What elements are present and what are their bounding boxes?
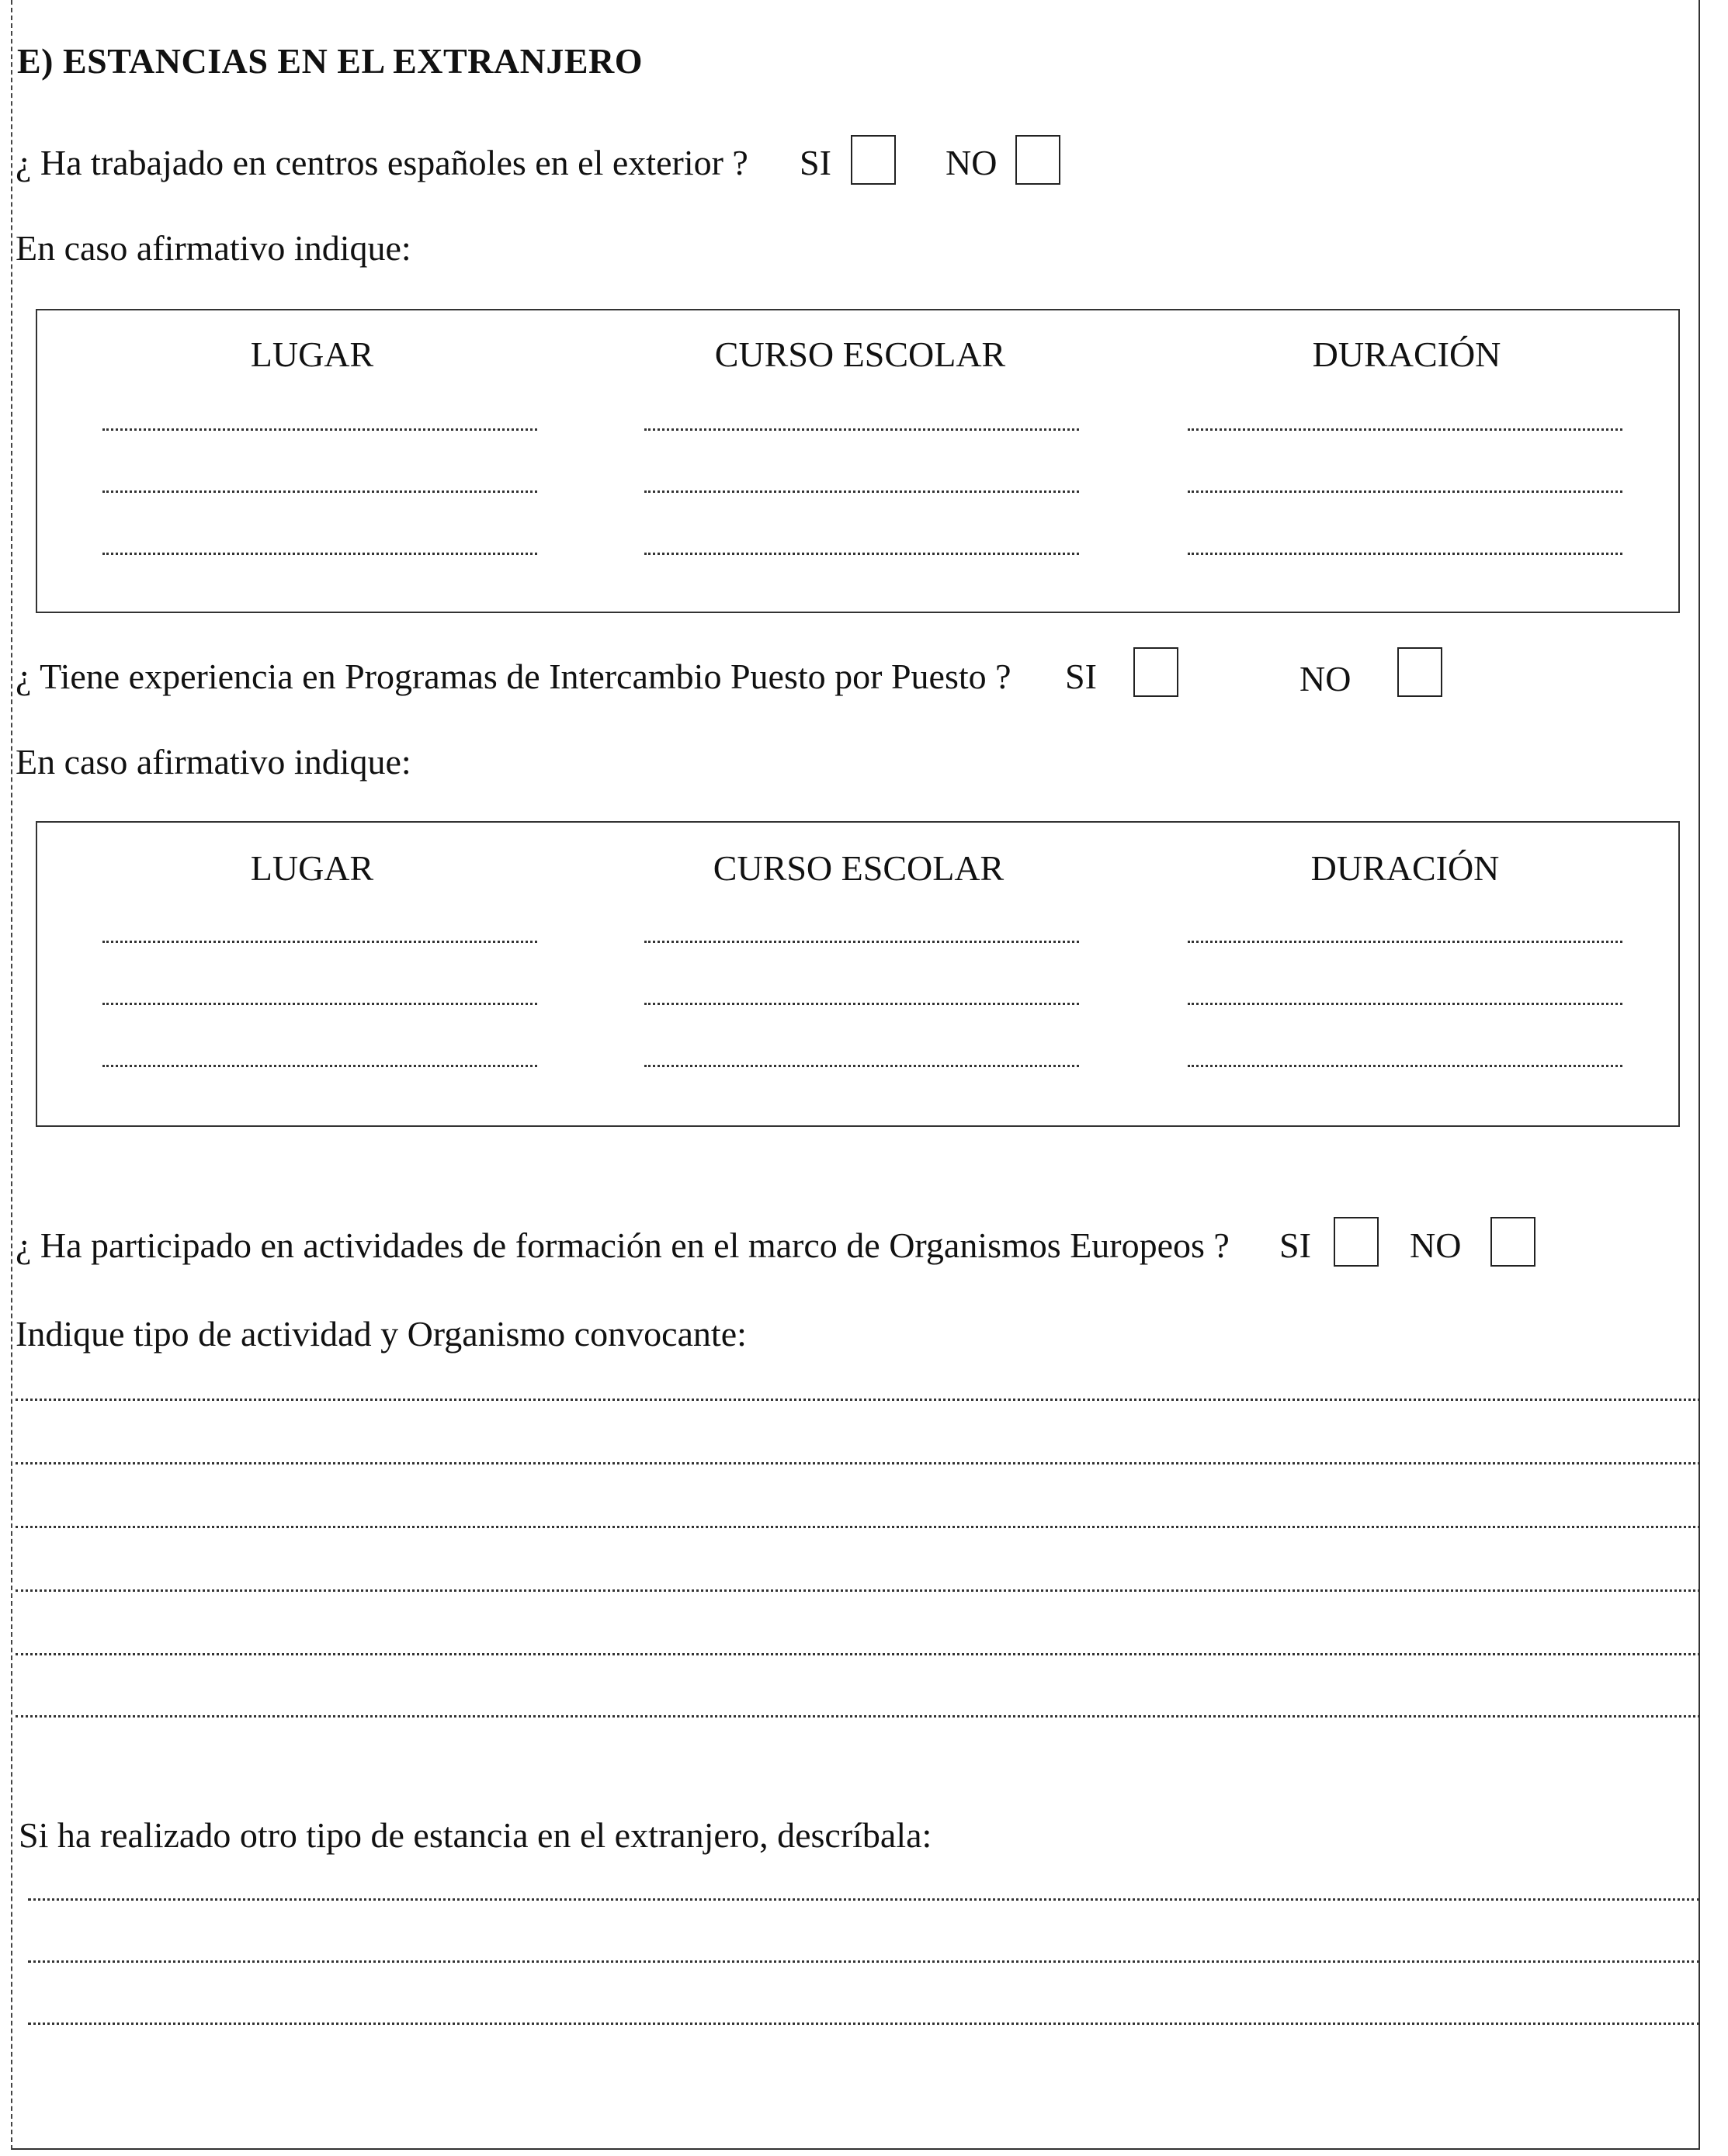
q1-no-checkbox[interactable] <box>1015 135 1060 185</box>
table2-curso-field-3[interactable] <box>644 1065 1079 1067</box>
table2-lugar-field-1[interactable] <box>102 941 537 943</box>
q3-followup-label: Indique tipo de actividad y Organismo convocante: <box>16 1314 747 1354</box>
activity-line-3[interactable] <box>16 1526 1700 1528</box>
table1-curso-field-1[interactable] <box>644 428 1079 431</box>
activity-line-6[interactable] <box>16 1715 1700 1718</box>
q2-si-checkbox[interactable] <box>1133 647 1178 697</box>
activity-line-5[interactable] <box>16 1653 1700 1655</box>
table1-lugar-field-3[interactable] <box>102 553 537 555</box>
table1-header-curso: CURSO ESCOLAR <box>714 334 1006 374</box>
table2-lugar-field-2[interactable] <box>102 1003 537 1005</box>
q3-no-checkbox[interactable] <box>1490 1217 1535 1267</box>
table1-duracion-field-3[interactable] <box>1188 553 1622 555</box>
table1-duracion-field-2[interactable] <box>1188 490 1622 493</box>
other-stay-line-2[interactable] <box>28 1960 1700 1963</box>
section-title: E) ESTANCIAS EN EL EXTRANJERO <box>17 41 644 81</box>
table2-curso-field-1[interactable] <box>644 941 1079 943</box>
activity-line-1[interactable] <box>16 1399 1700 1401</box>
table1-lugar-field-1[interactable] <box>102 428 537 431</box>
activity-line-4[interactable] <box>16 1589 1700 1592</box>
q1-no-label: NO <box>946 143 998 182</box>
table1-header-lugar: LUGAR <box>250 334 374 374</box>
table1-header-duracion: DURACIÓN <box>1312 334 1501 374</box>
question-centros-exterior: ¿ Ha trabajado en centros españoles en el exterior ? <box>16 143 748 182</box>
q1-followup-label: En caso afirmativo indique: <box>16 228 411 268</box>
table2-duracion-field-1[interactable] <box>1188 941 1622 943</box>
q2-si-label: SI <box>1065 657 1097 696</box>
table2-duracion-field-2[interactable] <box>1188 1003 1622 1005</box>
q2-no-label: NO <box>1299 659 1352 698</box>
table2-header-duracion: DURACIÓN <box>1310 848 1500 888</box>
q3-si-checkbox[interactable] <box>1334 1217 1379 1267</box>
q3-si-label: SI <box>1279 1225 1311 1265</box>
activity-line-2[interactable] <box>16 1462 1700 1464</box>
question-intercambio: ¿ Tiene experiencia en Programas de Intercambio Puesto por Puesto ? <box>16 657 1011 696</box>
other-stay-line-3[interactable] <box>28 2023 1700 2025</box>
table1-duracion-field-1[interactable] <box>1188 428 1622 431</box>
table2-curso-field-2[interactable] <box>644 1003 1079 1005</box>
question-otra-estancia: Si ha realizado otro tipo de estancia en el extranjero, descríbala: <box>19 1815 932 1855</box>
table2-lugar-field-3[interactable] <box>102 1065 537 1067</box>
q1-si-checkbox[interactable] <box>851 135 896 185</box>
q2-no-checkbox[interactable] <box>1397 647 1442 697</box>
table2-header-curso: CURSO ESCOLAR <box>713 848 1005 888</box>
table1-curso-field-3[interactable] <box>644 553 1079 555</box>
table2-duracion-field-3[interactable] <box>1188 1065 1622 1067</box>
question-organismos-europeos: ¿ Ha participado en actividades de formación en el marco de Organismos Europeos ? <box>16 1225 1230 1265</box>
q1-si-label: SI <box>800 143 831 182</box>
other-stay-line-1[interactable] <box>28 1898 1700 1901</box>
table2-header-lugar: LUGAR <box>250 848 374 888</box>
table1-lugar-field-2[interactable] <box>102 490 537 493</box>
table1-curso-field-2[interactable] <box>644 490 1079 493</box>
q3-no-label: NO <box>1410 1225 1462 1265</box>
q2-followup-label: En caso afirmativo indique: <box>16 742 411 782</box>
